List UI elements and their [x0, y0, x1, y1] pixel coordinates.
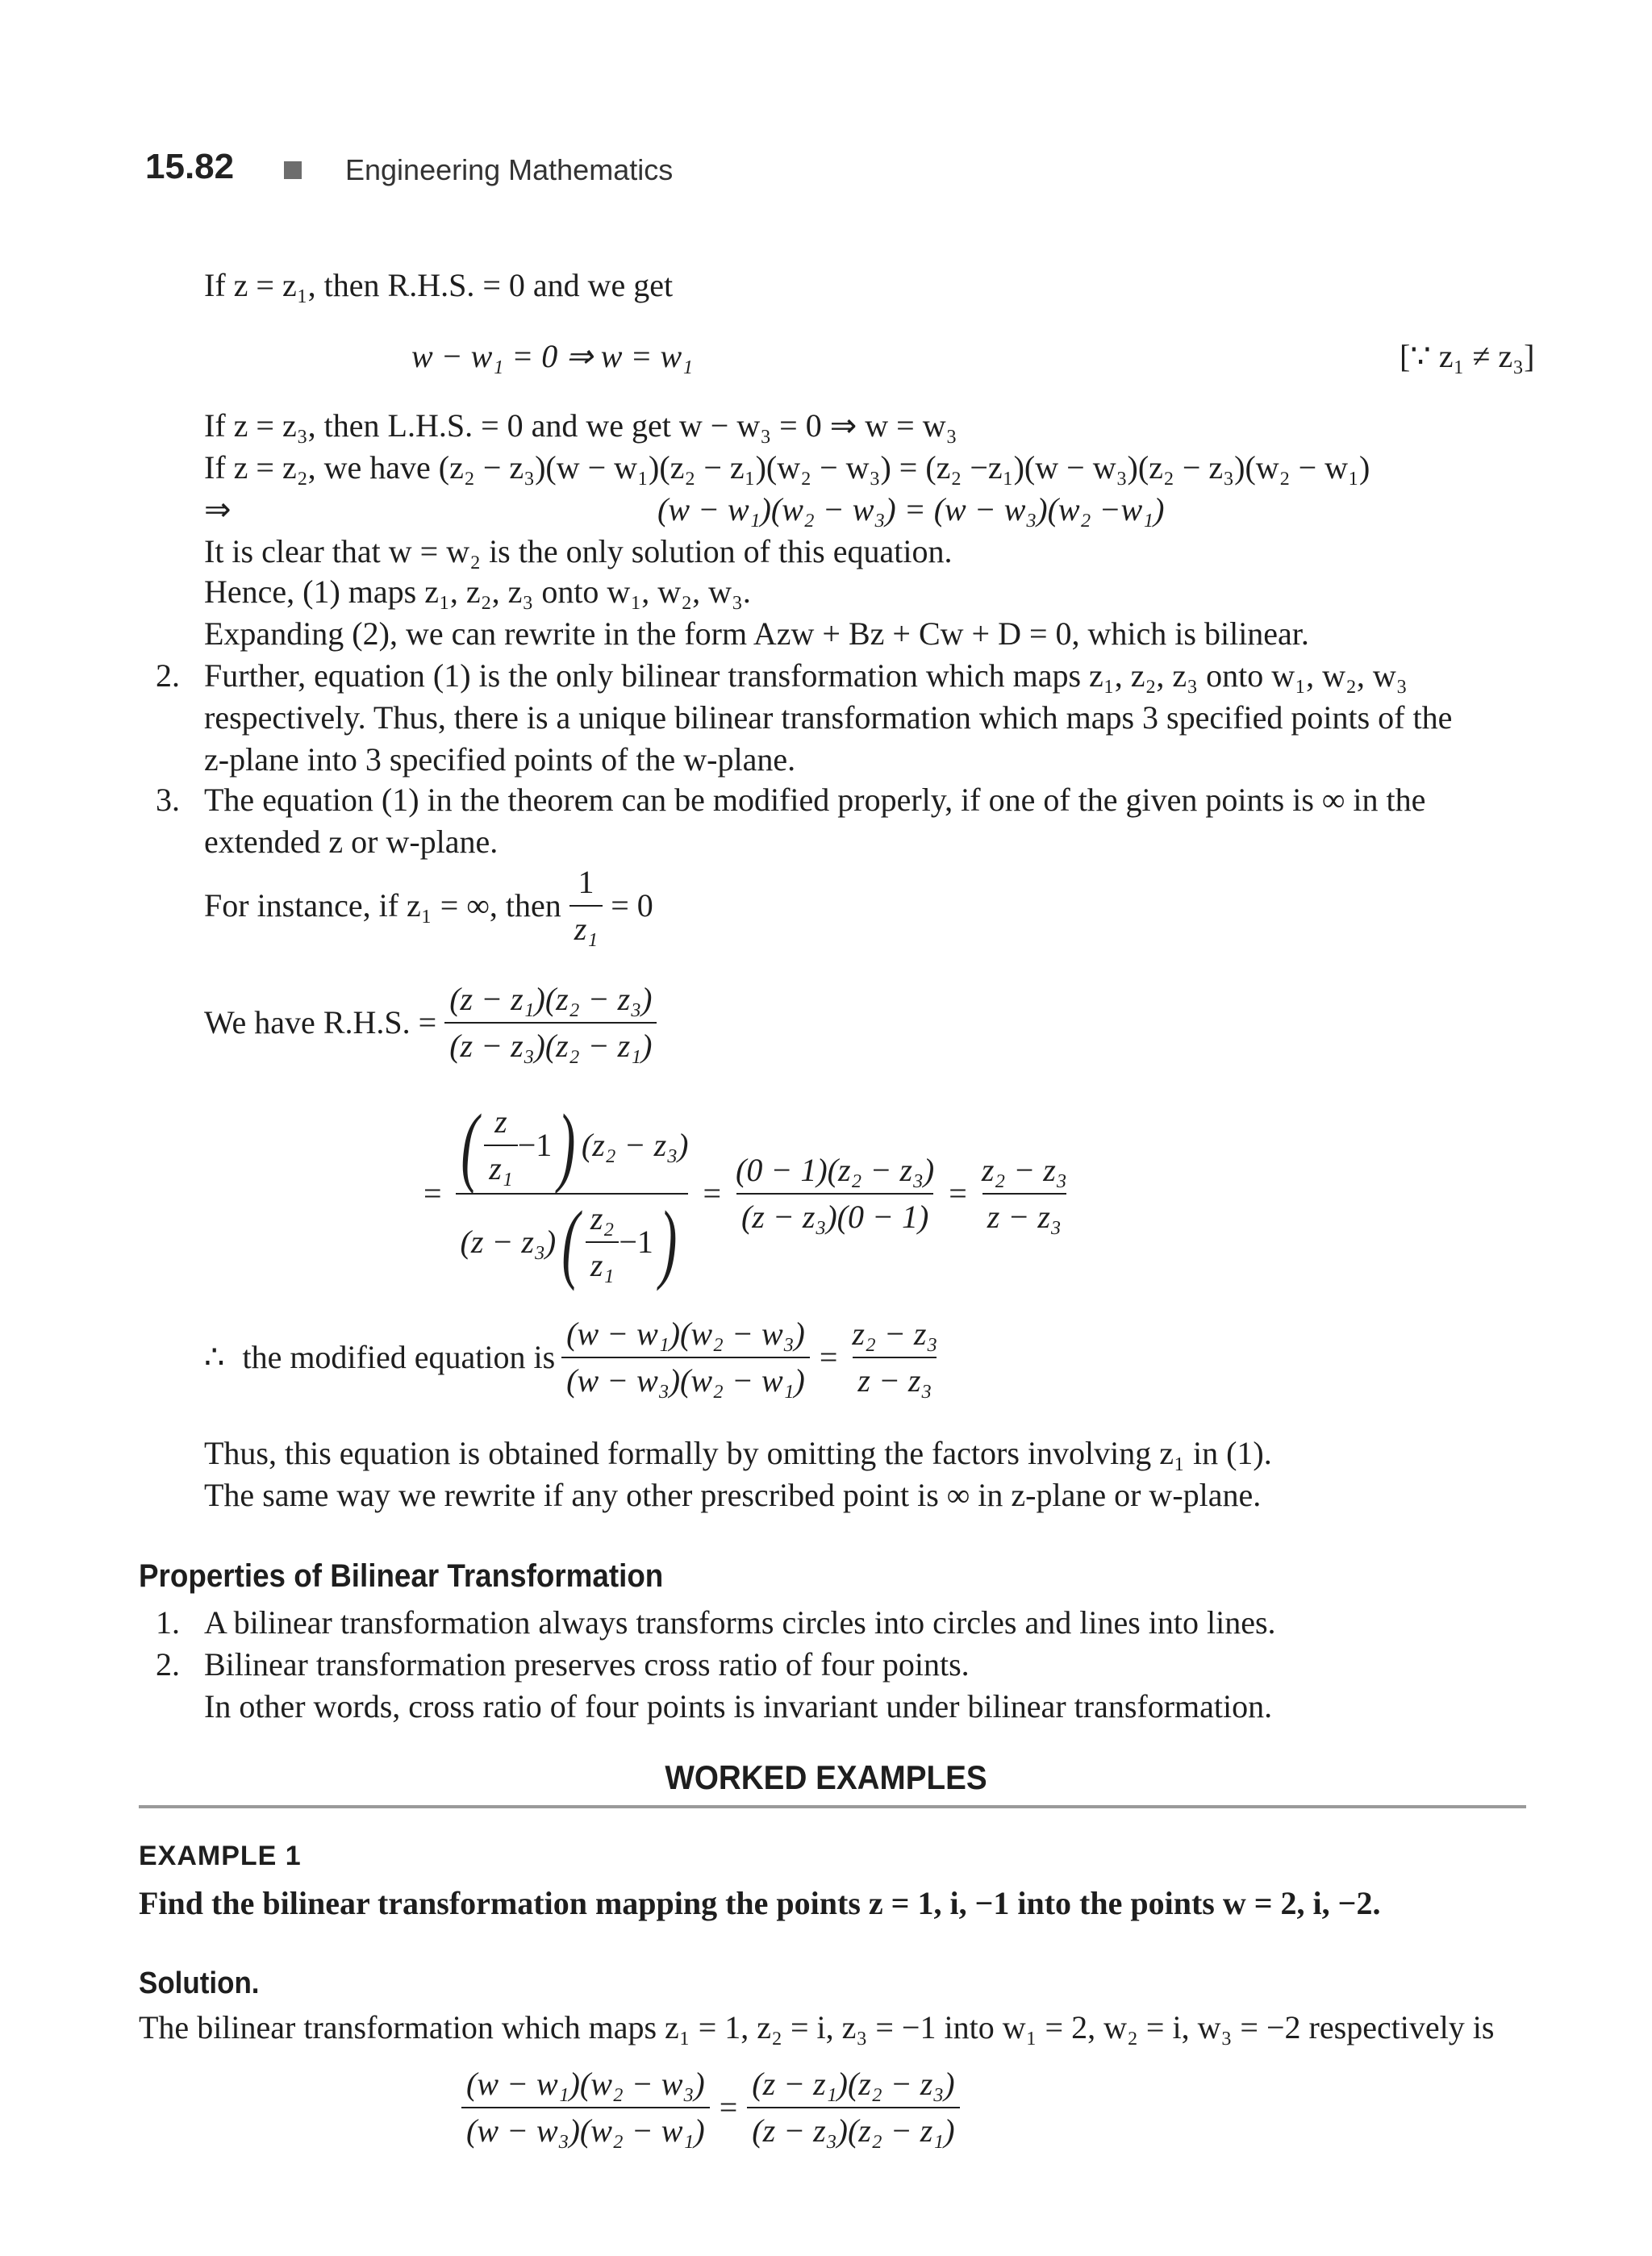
modified-left-denominator: (w − w₃)(w₂ − w₁): [561, 1357, 810, 1400]
text-line-7: Expanding (2), we can rewrite in the form Azw + Bz + Cw + D = 0, which is bilinear.: [204, 615, 1309, 652]
solution-equals: =: [719, 2089, 738, 2125]
equation-2: (w − w₁)(w₂ − w₃) = (w − w₃)(w₂ −w₁): [657, 491, 1165, 528]
modified-left-fraction: [561, 1315, 810, 1400]
compound-denominator: [456, 1193, 688, 1291]
text-line-6: Hence, (1) maps z₁, z₂, z₃ onto w₁, w₂, w₃.: [204, 573, 751, 610]
therefore-symbol: ∴: [204, 1339, 225, 1375]
example-statement: Find the bilinear transformation mapping the points z = 1, i, −1 into the points w = 2, i, −2.: [139, 1885, 1381, 1921]
solution-right-denominator: (z − z₃)(z₂ − z₁): [747, 2107, 959, 2150]
z1-denominator: z₁: [484, 1145, 517, 1188]
properties-heading: Properties of Bilinear Transformation: [139, 1558, 664, 1594]
compound-equation: [423, 1096, 1072, 1291]
left-paren: (: [460, 1096, 478, 1195]
section-divider: [139, 1805, 1526, 1808]
thus-line-2: The same way we rewrite if any other prescribed point is ∞ in z-plane or w-plane.: [204, 1477, 1262, 1513]
text-line-1: If z = z₁, then R.H.S. = 0 and we get: [204, 267, 674, 303]
equation-1: w − w₁ = 0 ⇒ w = w₁: [411, 338, 694, 374]
property-1: A bilinear transformation always transforms circles into circles and lines into lines.: [204, 1604, 1276, 1641]
instance-prefix: For instance, if z₁ = ∞, then: [204, 887, 561, 924]
minus-one-top: −1: [517, 1127, 553, 1163]
middle-denominator: (z − z₃)(0 − 1): [736, 1193, 933, 1236]
item-3-line-2: extended z or w-plane.: [204, 824, 499, 860]
middle-numerator: (0 − 1)(z₂ − z₃): [736, 1152, 935, 1188]
solution-text: The bilinear transformation which maps z₁ = 1, z₂ = i, z₃ = −1 into w₁ = 2, w₂ = i, w₃ = −2 respectively is: [139, 2009, 1495, 2045]
top-tail: (z₂ − z₃): [581, 1127, 689, 1163]
modified-right-denominator: z − z₃: [853, 1357, 937, 1400]
implies-arrow: ⇒: [204, 491, 232, 528]
property-number-1: 1.: [156, 1604, 180, 1641]
instance-fraction: [569, 863, 603, 949]
modified-label: the modified equation is: [242, 1339, 556, 1375]
solution-right-fraction: [747, 2065, 959, 2150]
instance-numerator: 1: [578, 864, 594, 900]
solution-left-denominator: (w − w₃)(w₂ − w₁): [461, 2107, 710, 2150]
modified-equation-line: [204, 1315, 942, 1400]
property-2-continued: In other words, cross ratio of four points is invariant under bilinear transformation.: [204, 1688, 1273, 1724]
item-2-line-1: Further, equation (1) is the only bilinear transformation which maps z₁, z₂, z₃ onto w₁, w₂, w₃: [204, 657, 1408, 694]
text-line-5: It is clear that w = w₂ is the only solution of this equation.: [204, 533, 953, 569]
header-square: [284, 161, 302, 179]
instance-denominator: z₁: [569, 905, 603, 949]
book-title: Engineering Mathematics: [345, 153, 674, 186]
list-number-2: 2.: [156, 657, 180, 694]
page-number: 15.82: [145, 147, 235, 186]
text-line-2: If z = z₃, then L.H.S. = 0 and we get w − w₃ = 0 ⇒ w = w₃: [204, 407, 957, 444]
modified-right-fraction: [847, 1315, 942, 1400]
list-number-3: 3.: [156, 782, 180, 818]
final-fraction: [977, 1151, 1072, 1236]
rhs-denominator: (z − z₃)(z₂ − z₁): [444, 1022, 657, 1065]
item-2-line-2: respectively. Thus, there is a unique bilinear transformation which maps 3 specified points of the: [204, 699, 1453, 736]
example-label: EXAMPLE 1: [139, 1841, 302, 1871]
middle-fraction: [731, 1151, 939, 1236]
final-denominator: z − z₃: [982, 1193, 1066, 1236]
solution-label: Solution.: [139, 1966, 260, 2000]
equals-sign-3: =: [949, 1175, 967, 1211]
compound-fraction: [450, 1096, 694, 1291]
left-paren-bottom: (: [561, 1193, 580, 1291]
minus-one-bottom: −1: [619, 1224, 653, 1260]
z2-over-z1: [586, 1199, 619, 1285]
final-numerator: z₂ − z₃: [981, 1152, 1067, 1188]
z-numerator: z: [494, 1103, 507, 1140]
modified-left-numerator: (w − w₁)(w₂ − w₃): [566, 1316, 805, 1352]
equals-sign-2: =: [703, 1175, 722, 1211]
solution-right-numerator: (z − z₁)(z₂ − z₃): [752, 2066, 955, 2102]
rhs-fraction: [444, 980, 657, 1065]
solution-left-fraction: [461, 2065, 710, 2150]
right-paren-bottom: ): [659, 1193, 678, 1291]
property-2: Bilinear transformation preserves cross ratio of four points.: [204, 1646, 970, 1683]
instance-suffix: = 0: [611, 887, 653, 924]
compound-numerator: [450, 1096, 694, 1195]
text-line-3: If z = z₂, we have (z₂ − z₃)(w − w₁)(z₂ − z₁)(w₂ − w₃) = (z₂ −z₁)(w − w₃)(z₂ − z₃)(w₂ − w₁): [204, 449, 1370, 486]
z1-denominator-bottom: z₁: [586, 1241, 619, 1285]
modified-equals: =: [819, 1339, 838, 1375]
worked-examples-heading: WORKED EXAMPLES: [665, 1758, 987, 1796]
modified-right-numerator: z₂ − z₃: [852, 1316, 938, 1352]
instance-line: [204, 863, 653, 949]
equals-sign-1: =: [423, 1175, 442, 1211]
bottom-head: (z − z₃): [460, 1224, 557, 1260]
property-number-2: 2.: [156, 1646, 180, 1683]
rhs-line: [204, 980, 657, 1065]
item-2-line-3: z-plane into 3 specified points of the w-plane.: [204, 741, 796, 778]
rhs-label: We have R.H.S. =: [204, 1004, 437, 1040]
right-paren: ): [557, 1096, 576, 1195]
solution-left-numerator: (w − w₁)(w₂ − w₃): [466, 2066, 705, 2102]
z-over-z1: [484, 1103, 517, 1188]
rhs-numerator: (z − z₁)(z₂ − z₃): [449, 981, 653, 1017]
item-3-line-1: The equation (1) in the theorem can be modified properly, if one of the given points is ∞ in the: [204, 782, 1426, 818]
solution-equation: [461, 2065, 960, 2150]
equation-1-note: [∵ z₁ ≠ z₃]: [1400, 338, 1535, 374]
thus-line-1: Thus, this equation is obtained formally by omitting the factors involving z₁ in (1).: [204, 1435, 1272, 1471]
z2-numerator: z₂: [590, 1200, 615, 1236]
